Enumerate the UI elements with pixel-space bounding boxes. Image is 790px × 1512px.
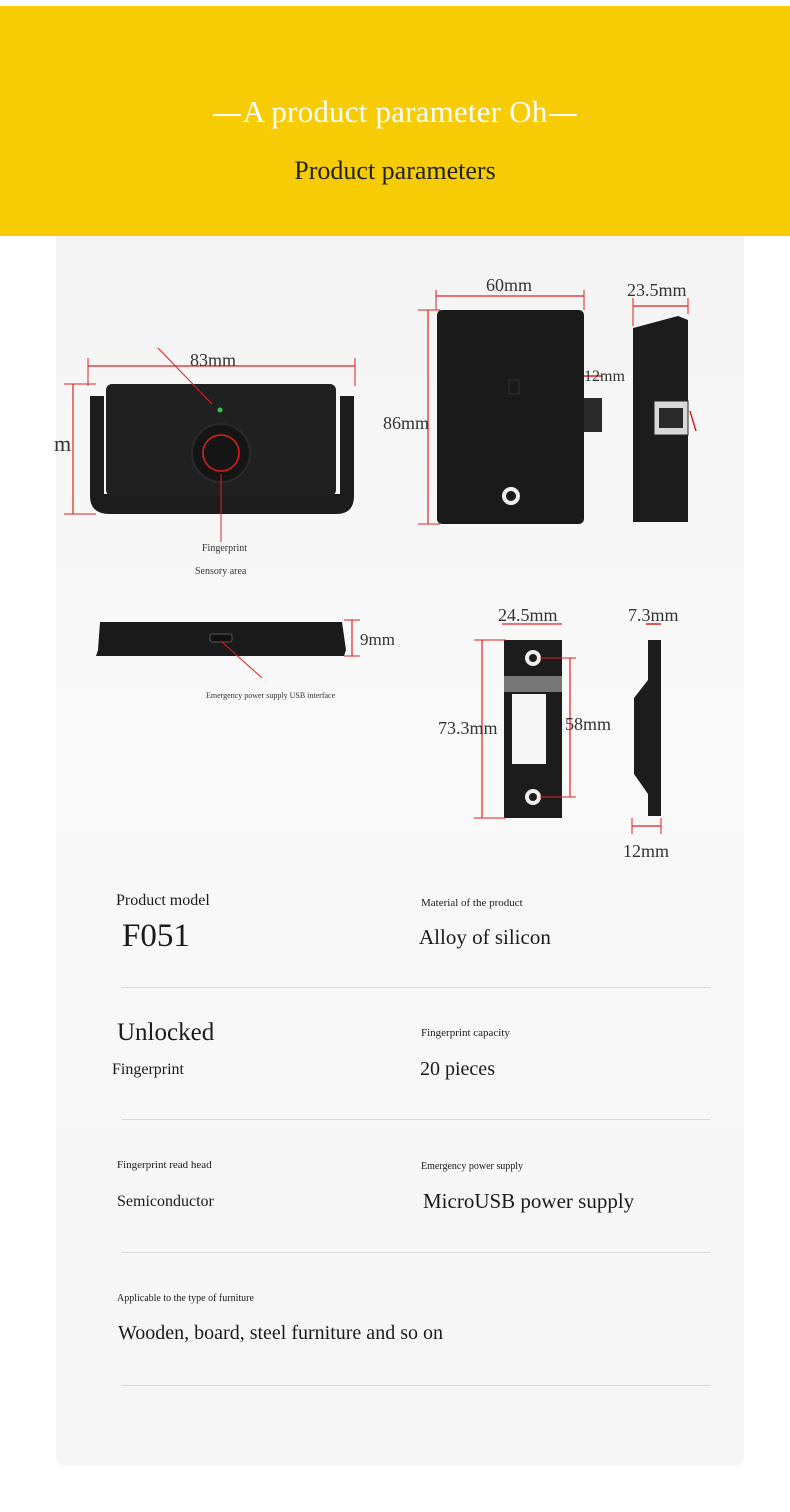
side-width-label: 23.5mm (627, 280, 687, 300)
divider-3 (121, 1252, 711, 1253)
bottom-view (96, 620, 395, 700)
capacity-label: Fingerprint capacity (421, 1027, 510, 1039)
sensor-label-1: Fingerprint (202, 543, 247, 554)
dimension-diagram (0, 236, 790, 876)
fingerprint-sensor (192, 424, 250, 482)
strike-plate-view (438, 605, 611, 818)
front-height-label: m (54, 431, 72, 456)
head-label: Fingerprint read head (117, 1159, 212, 1171)
strike-side-top-label: 7.3mm (628, 605, 679, 625)
divider-2 (121, 1119, 711, 1120)
header-banner (0, 6, 790, 236)
furniture-label: Applicable to the type of furniture (117, 1293, 254, 1304)
head-value: Semiconductor (117, 1193, 214, 1210)
status-led (218, 408, 223, 413)
strike-width-label: 24.5mm (498, 605, 558, 625)
banner-subtitle: Product parameters (294, 156, 496, 185)
furniture-value: Wooden, board, steel furniture and so on (118, 1322, 443, 1344)
model-value: F051 (122, 918, 190, 954)
bolt-depth-label: 12mm (584, 368, 625, 385)
divider-4 (121, 1385, 711, 1386)
material-label: Material of the product (421, 897, 523, 909)
divider-1 (121, 987, 711, 988)
banner-title-text: A product parameter Oh (242, 94, 548, 129)
strike-side-view (623, 605, 679, 861)
unlock-label: Unlocked (117, 1019, 215, 1046)
title-dash-left (213, 114, 241, 116)
power-label: Emergency power supply (421, 1161, 524, 1172)
side-view (627, 280, 696, 522)
material-value: Alloy of silicon (419, 925, 551, 949)
strike-height-label: 73.3mm (438, 718, 498, 738)
strike-inner-label: 58mm (565, 714, 612, 734)
bottom-thickness-label: 9mm (360, 630, 395, 649)
capacity-value: 20 pieces (420, 1058, 495, 1080)
power-value: MicroUSB power supply (423, 1189, 635, 1213)
front-view (54, 348, 355, 577)
lock-body-view (383, 275, 625, 524)
front-width-label: 83mm (190, 350, 237, 370)
model-label: Product model (116, 892, 210, 909)
sensor-label-2: Sensory area (195, 566, 247, 577)
lock-width-label: 60mm (486, 275, 533, 295)
title-dash-right (549, 114, 577, 116)
unlock-value: Fingerprint (112, 1061, 184, 1078)
usb-label: Emergency power supply USB interface (206, 691, 336, 700)
lock-height-label: 86mm (383, 413, 430, 433)
banner-title (0, 94, 790, 130)
strike-side-bottom-label: 12mm (623, 841, 670, 861)
